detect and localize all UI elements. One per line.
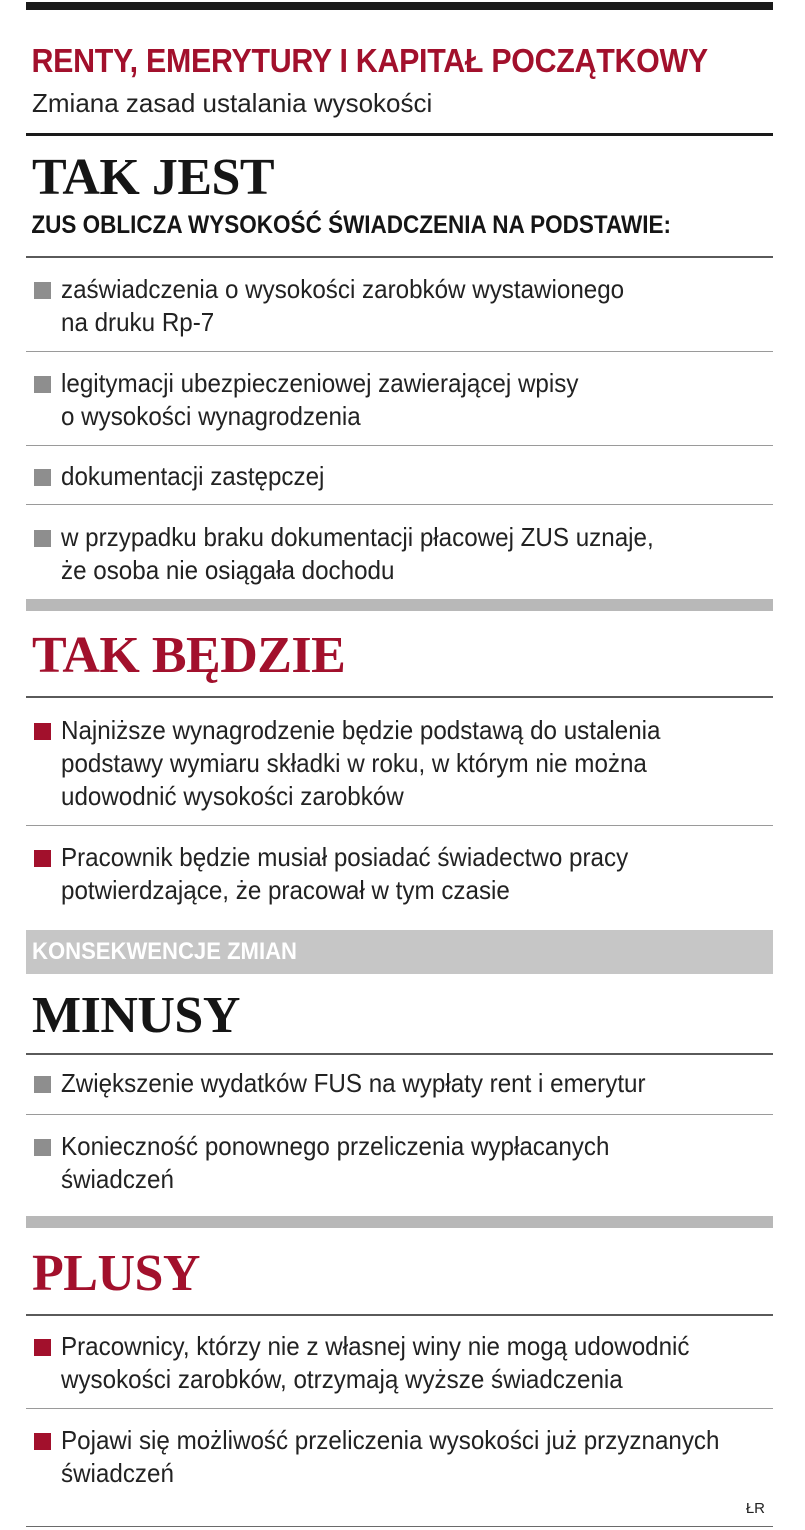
main-title: RENTY, EMERYTURY I KAPITAŁ POCZĄTKOWY bbox=[31, 42, 708, 79]
list-item-text: legitymacji ubezpieczeniowej zawierającej wpisy o wysokości wynagrodzenia bbox=[61, 368, 579, 431]
list-item-text: Konieczność ponownego przeliczenia wypłacanych świadczeń bbox=[61, 1131, 610, 1194]
square-bullet-icon bbox=[34, 530, 51, 547]
list-item-text: Najniższe wynagrodzenie będzie podstawą do ustalenia podstawy wymiaru składki w roku, w którym nie można udowodnić wysokości zarobków bbox=[61, 715, 661, 811]
infographic bbox=[0, 2, 805, 1530]
list-item bbox=[26, 1424, 773, 1490]
list-item-text: Pracownik będzie musiał posiadać świadectwo pracy potwierdzające, że pracował w tym czasie bbox=[61, 842, 629, 905]
divider bbox=[26, 504, 773, 505]
divider bbox=[26, 1314, 773, 1316]
square-bullet-icon bbox=[34, 282, 51, 299]
author-credit: ŁR bbox=[745, 1500, 765, 1517]
divider bbox=[26, 445, 773, 446]
square-bullet-icon bbox=[34, 1339, 51, 1356]
list-item bbox=[26, 367, 773, 433]
divider bbox=[26, 599, 773, 611]
list-item-text: w przypadku braku dokumentacji płacowej ZUS uznaje, że osoba nie osiągała dochodu bbox=[61, 522, 654, 585]
list-item bbox=[26, 521, 773, 587]
divider bbox=[26, 351, 773, 352]
square-bullet-icon bbox=[34, 1433, 51, 1450]
divider bbox=[26, 256, 773, 258]
list-item-text: zaświadczenia o wysokości zarobków wystawionego na druku Rp-7 bbox=[61, 274, 625, 337]
top-rule bbox=[26, 2, 773, 10]
list-item-text: Pojawi się możliwość przeliczenia wysokości już przyznanych świadczeń bbox=[61, 1425, 720, 1488]
square-bullet-icon bbox=[34, 1076, 51, 1093]
square-bullet-icon bbox=[34, 469, 51, 486]
square-bullet-icon bbox=[34, 1139, 51, 1156]
divider bbox=[26, 1408, 773, 1409]
square-bullet-icon bbox=[34, 723, 51, 740]
list-item-text: Pracownicy, którzy nie z własnej winy nie mogą udowodnić wysokości zarobków, otrzymają wyższe świadczenia bbox=[61, 1331, 690, 1394]
list-item bbox=[26, 1130, 773, 1196]
list-item-text: dokumentacji zastępczej bbox=[61, 461, 325, 491]
divider bbox=[26, 825, 773, 826]
list-item bbox=[26, 1330, 773, 1396]
divider bbox=[26, 1114, 773, 1115]
section-band: KONSEKWENCJE ZMIAN bbox=[26, 930, 773, 974]
list-item bbox=[26, 1067, 773, 1100]
section-heading-minusy: MINUSY bbox=[32, 987, 240, 1044]
bottom-rule bbox=[26, 1526, 773, 1527]
main-subtitle: Zmiana zasad ustalania wysokości bbox=[32, 88, 433, 118]
square-bullet-icon bbox=[34, 850, 51, 867]
list-item bbox=[26, 460, 773, 493]
divider bbox=[26, 133, 773, 136]
list-item bbox=[26, 714, 773, 813]
divider bbox=[26, 1216, 773, 1228]
divider bbox=[26, 1053, 773, 1055]
section-heading-tak-bedzie: TAK BĘDZIE bbox=[32, 627, 346, 684]
list-item bbox=[26, 273, 773, 339]
section-heading-plusy: PLUSY bbox=[32, 1245, 200, 1302]
list-item bbox=[26, 841, 773, 907]
list-item-text: Zwiększenie wydatków FUS na wypłaty rent i emerytur bbox=[61, 1068, 646, 1098]
square-bullet-icon bbox=[34, 376, 51, 393]
divider bbox=[26, 696, 773, 698]
section-subheading: ZUS OBLICZA WYSOKOŚĆ ŚWIADCZENIA NA PODSTAWIE: bbox=[31, 211, 671, 239]
section-heading-tak-jest: TAK JEST bbox=[32, 149, 275, 206]
